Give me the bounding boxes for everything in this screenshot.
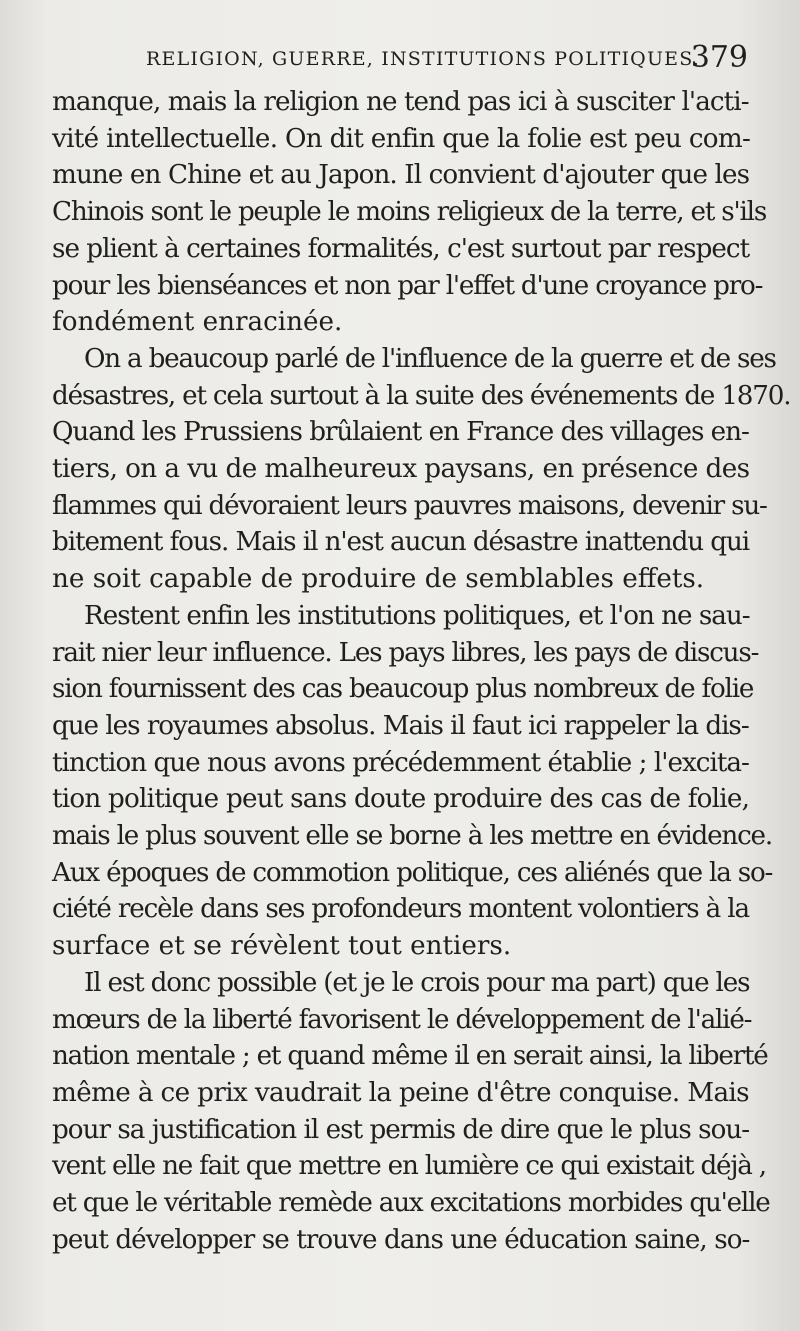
text-line: désastres, et cela surtout à la suite des événements de 1870. (52, 380, 791, 411)
text-line: bitement fous. Mais il n'est aucun désastre inattendu qui (52, 527, 750, 558)
text-line: mais le plus souvent elle se borne à les mettre en évidence. (52, 821, 772, 852)
paragraph (52, 84, 767, 341)
text-line: pour sa justification il est permis de dire que le plus sou- (52, 1114, 750, 1145)
text-line: peut développer se trouve dans une éducation saine, so- (52, 1224, 750, 1255)
text-line: surface et se révèlent tout entiers. (52, 931, 512, 962)
page-header (56, 40, 748, 80)
paragraph (52, 341, 791, 598)
text-line: ciété recèle dans ses profondeurs montent volontiers à la (52, 894, 749, 925)
text-line: que les royaumes absolus. Mais il faut ici rappeler la dis- (52, 710, 749, 741)
text-line: sion fournissent des cas beaucoup plus nombreux de folie (52, 674, 754, 705)
text-line: même à ce prix vaudrait la peine d'être conquise. Mais (52, 1077, 750, 1108)
body-text (52, 84, 791, 1259)
text-line: Aux époques de commotion politique, ces aliénés que la so- (52, 857, 773, 888)
paragraph (52, 598, 773, 965)
text-line: vent elle ne fait que mettre en lumière ce qui existait déjà , (52, 1151, 766, 1182)
text-line: tiers, on a vu de malheureux paysans, en présence des (52, 454, 750, 485)
page-number: 379 (690, 40, 748, 75)
text-line: rait nier leur influence. Les pays libres, les pays de discus- (52, 637, 759, 668)
text-line: On a beaucoup parlé de l'influence de la guerre et de ses (84, 343, 776, 374)
text-line: tion politique peut sans doute produire des cas de folie, (52, 784, 750, 815)
text-line: Il est donc possible (et je le crois pour ma part) que les (84, 967, 750, 998)
text-line: se plient à certaines formalités, c'est surtout par respect (52, 233, 750, 264)
text-line: flammes qui dévoraient leurs pauvres maisons, devenir su- (52, 490, 767, 521)
text-line: vité intellectuelle. On dit enfin que la folie est peu com- (52, 123, 751, 154)
text-line: Restent enfin les institutions politiques, et l'on ne sau- (84, 600, 750, 631)
text-line: mune en Chine et au Japon. Il convient d'ajouter que les (52, 160, 750, 191)
text-line: manque, mais la religion ne tend pas ici à susciter l'acti- (52, 87, 749, 117)
text-line: nation mentale ; et quand même il en serait ainsi, la liberté (52, 1041, 768, 1072)
text-line: Quand les Prussiens brûlaient en France des villages en- (52, 417, 749, 448)
text-line: Chinois sont le peuple le moins religieux de la terre, et s'ils (52, 197, 767, 228)
text-line: mœurs de la liberté favorisent le développement de l'alié- (52, 1004, 752, 1035)
text-line: fondément enracinée. (52, 307, 343, 338)
text-line: et que le véritable remède aux excitations morbides qu'elle (52, 1188, 770, 1219)
text-line: pour les bienséances et non par l'effet d'une croyance pro- (52, 270, 763, 301)
text-line: ne soit capable de produire de semblables effets. (52, 564, 705, 595)
running-title: RELIGION, GUERRE, INSTITUTIONS POLITIQUES. (146, 48, 701, 70)
text-line: tinction que nous avons précédemment établie ; l'excita- (52, 747, 749, 778)
paragraph (52, 965, 770, 1259)
